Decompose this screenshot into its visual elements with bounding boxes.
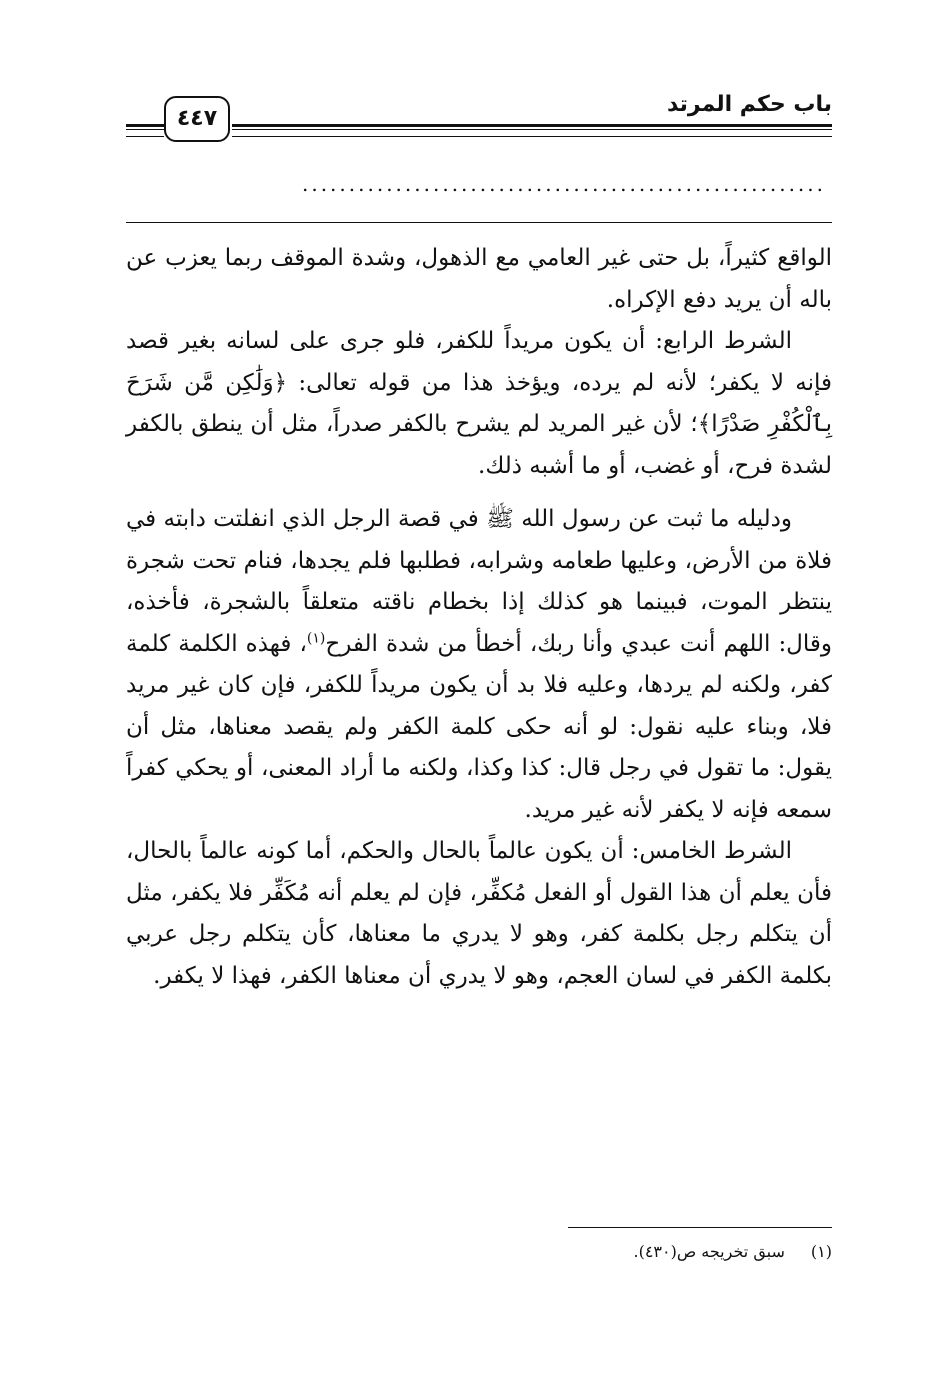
- footnote-text: سبق تخريجه ص(٤٣٠).: [633, 1242, 785, 1261]
- paragraph-text: الشرط الرابع: أن يكون مريداً للكفر، فلو جرى على لسانه بغير قصد فإنه لا يكفر؛ لأنه لم يرده، ويؤخذ هذا من قوله تعالى:: [126, 328, 832, 396]
- header-double-rule-left: [126, 124, 164, 137]
- quran-verse: ﴿وَلَٰكِن مَّن شَرَحَ بِٱلْكُفْرِ صَدْرًا﴾: [126, 369, 832, 437]
- paragraph-evidence: [126, 499, 832, 831]
- footnote-number: (١): [810, 1242, 832, 1261]
- paragraph-text: ، فهذه الكلمة كلمة كفر، ولكنه لم يردها، وعليه فلا بد أن يكون مريداً للكفر، فإن كان غير مريد فلا، وبناء عليه نقول: لو أنه حكى كلمة الكفر ولم يقصد معناها، مثل أن يقول: ما تقول في رجل قال: كذا وكذا، ولكنه ما أراد المعنى، أو يحكي كفراً سمعه فإنه لا يكفر لأنه غير مريد.: [126, 630, 832, 823]
- footnote-reference[interactable]: (١): [306, 629, 326, 646]
- paragraph-continuation: الواقع كثيراً، بل حتى غير العامي مع الذهول، وشدة الموقف ربما يعزب عن باله أن يريد دفع الإكراه.: [126, 245, 832, 313]
- paragraph-text: ؛ لأن غير المريد لم يشرح بالكفر صدراً، مثل أن ينطق بالكفر لشدة فرح، أو غضب، أو ما أشبه ذلك.: [126, 411, 832, 479]
- paragraph-text: ودليله ما ثبت عن رسول الله ﷺ في قصة الرجل الذي انفلتت دابته في فلاة من الأرض، وعليها طعامه وشرابه، فطلبها فلم يجدها، فنام تحت شجرة ينتظر الموت، فبينما هو كذلك إذا بخطام ناقته متعلقاً بالشجرة، فأخذه، وقال: اللهم أنت عبدي وأنا ربك، أخطأ من شدة الفرح: [126, 506, 833, 657]
- page-number-badge: ٤٤٧: [164, 96, 230, 142]
- header-double-rule: [232, 124, 832, 137]
- chapter-title: باب حكم المرتد: [666, 92, 832, 117]
- paragraph-fourth-condition: [126, 321, 832, 487]
- section-divider: [126, 222, 832, 223]
- paragraph-fifth-condition: الشرط الخامس: أن يكون عالماً بالحال والحكم، أما كونه عالماً بالحال، فأن يعلم أن هذا القول أو الفعل مُكفِّر، فإن لم يعلم أنه مُكَفِّر فلا يكفر، مثل أن يتكلم رجل بكلمة كفر، وهو لا يدري ما معناها، كأن يتكلم رجل عربي بكلمة الكفر في لسان العجم، وهو لا يدري أن معناها الكفر، فهذا لا يكفر.: [126, 838, 832, 989]
- dotted-separator: ........................................................: [301, 172, 826, 196]
- main-text: [126, 238, 832, 997]
- footnote: [232, 1238, 832, 1266]
- footnote-divider: [568, 1227, 832, 1228]
- page-header: [126, 88, 832, 148]
